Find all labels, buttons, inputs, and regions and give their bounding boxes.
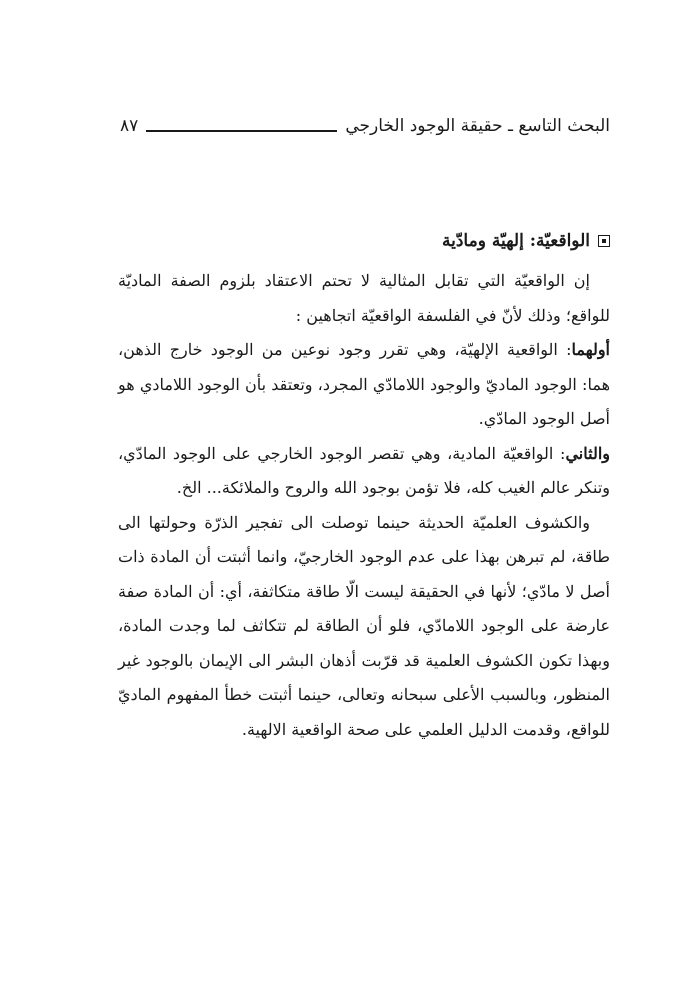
- paragraph-second-trend: [118, 437, 610, 506]
- page-number: ٨٧: [120, 116, 139, 136]
- paragraph-intro: [118, 264, 610, 333]
- paragraph-scientific: [118, 506, 610, 748]
- paragraph-first-trend: [118, 333, 610, 437]
- header-rule: [146, 130, 337, 132]
- section-heading-text: الواقعيّة: إلهيّة ومادّية: [442, 231, 590, 251]
- second-trend-text: : الواقعيّة المادية، وهي تقصر الوجود الخارجي على الوجود المادّي، وتنكر عالم الغيب كله، فلا تؤمن بوجود الله والروح والملائكة... الخ.: [118, 443, 610, 497]
- paragraph-scientific-text: والكشوف العلميّة الحديثة حينما توصلت الى تفجير الذرّة وحولتها الى طاقة، لم تبرهن بهذا على عدم الوجود الخارجيّ، وانما أثبتت أن المادة ذات أصل لا مادّي؛ لأنها في الحقيقة ليست الّا طاقة متكاثفة، أي: أن المادة صفة عارضة على الوجود اللامادّي، فلو أن الطاقة لم تتكاثف لما وجدت المادة، وبهذا تكون الكشوف العلمية قد قرّبت أذهان البشر الى الإيمان بالوجود غير المنظور، وبالسبب الأعلى سبحانه وتعالى، حينما أثبتت خطأ المفهوم الماديّ للواقع، وقدمت الدليل العلمي على صحة الواقعية الالهية.: [118, 512, 610, 739]
- second-trend-label: والثاني: [565, 443, 610, 463]
- header-title: البحث التاسع ـ حقيقة الوجود الخارجي: [345, 116, 610, 136]
- square-bullet-icon: [598, 235, 610, 247]
- page-content: [118, 228, 610, 747]
- section-heading: [118, 228, 610, 254]
- first-trend-text: : الواقعية الإلهيّة، وهي تقرر وجود نوعين من الوجود خارج الذهن، هما: الوجود الماديّ والوجود اللامادّي المجرد، وتعتقد بأن الوجود اللامادي هو أصل الوجود المادّي.: [118, 340, 610, 428]
- first-trend-label: أولهما: [571, 340, 610, 359]
- running-header: [120, 108, 610, 138]
- paragraph-intro-text: إن الواقعيّة التي تقابل المثالية لا تحتم الاعتقاد بلزوم الصفة الماديّة للواقع؛ وذلك لأنّ في الفلسفة الواقعيّة اتجاهين :: [118, 271, 610, 325]
